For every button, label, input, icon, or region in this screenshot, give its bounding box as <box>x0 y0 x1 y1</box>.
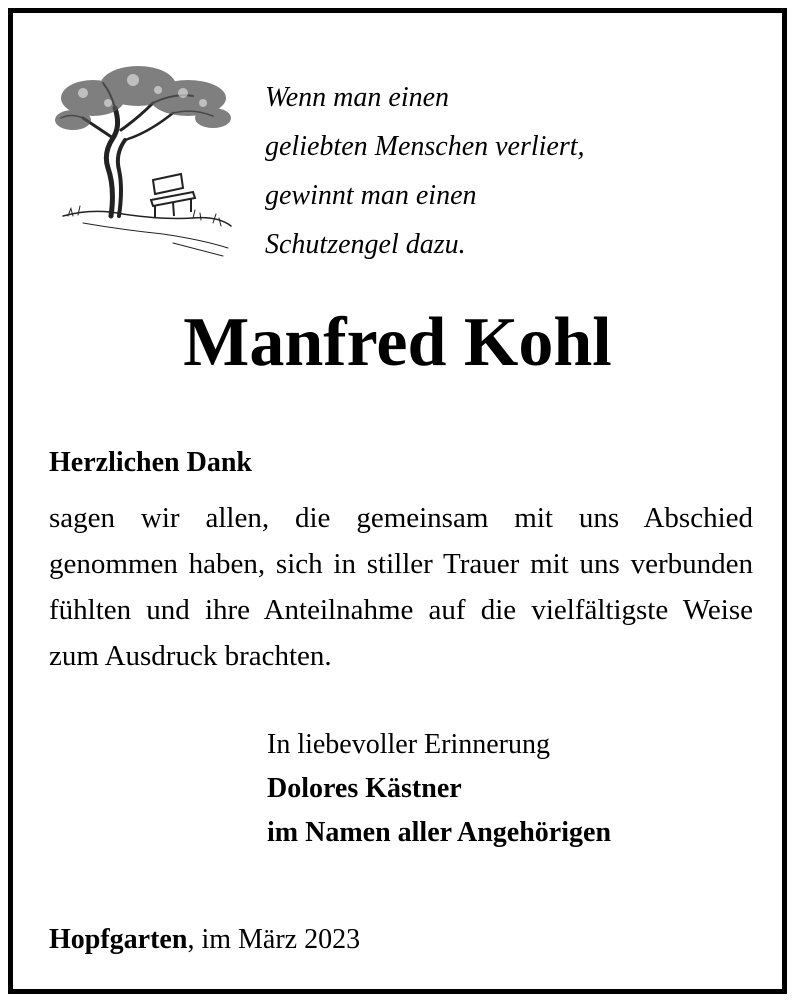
poem-line: Wenn man einen <box>265 82 450 113</box>
tree-with-bench-icon <box>53 58 233 258</box>
deceased-name: Manfred Kohl <box>183 304 612 381</box>
signature-intro: In liebevoller Erinnerung <box>267 729 551 760</box>
signature-block <box>267 723 611 855</box>
poem-line: Schutzengel dazu. <box>265 229 466 260</box>
signature-name: Dolores Kästner <box>267 773 462 804</box>
thanks-body: sagen wir allen, die gemeinsam mit uns Abschied genommen haben, sich in stiller Trauer mit uns verbunden fühlten und ihre Anteilnahme auf die vielfältigste Weise zum Ausdruck brachten. <box>49 502 753 672</box>
thanks-heading: Herzlichen Dank <box>49 447 252 478</box>
obituary-notice <box>8 8 787 994</box>
footer-date: , im März 2023 <box>187 924 361 955</box>
poem <box>265 73 585 269</box>
poem-line: geliebten Menschen verliert, <box>265 131 585 162</box>
footer <box>49 920 360 960</box>
poem-line: gewinnt man einen <box>265 180 477 211</box>
signature-on-behalf: im Namen aller Angehörigen <box>267 817 612 848</box>
footer-place: Hopfgarten <box>49 924 188 955</box>
